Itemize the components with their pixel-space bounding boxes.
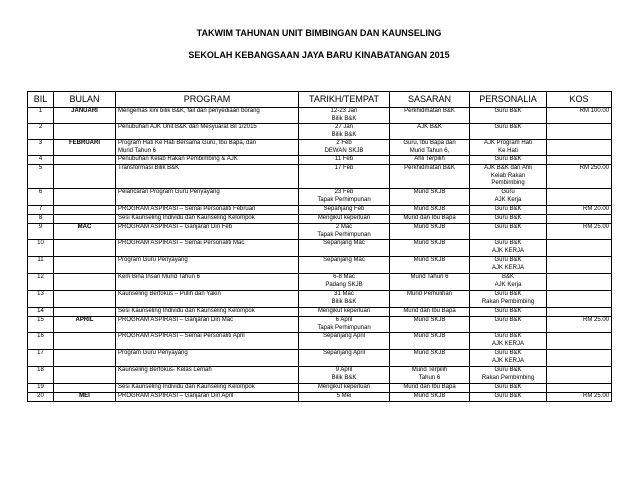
cell-sasaran: Murid Tahun 6 [390,274,470,291]
cell-kos [547,367,612,384]
cell-bil: 2 [28,124,54,140]
cell-kos [547,140,612,156]
cell-personalia: Guru AJK Kerja [470,189,547,206]
cell-sasaran: Perkhidmatan B&K [390,108,470,124]
cell-kos [547,291,612,308]
cell-bulan [54,206,116,215]
cell-kos: RM 250.00 [547,165,612,189]
cell-bulan [54,333,116,350]
header-kos: KOS [547,92,612,108]
cell-personalia: Guru B&K [470,317,547,333]
header-row [28,92,612,108]
cell-program: Kem Bina Insan Murid Tahun 6 [116,274,299,291]
cell-personalia: Guru B&K [470,215,547,224]
school-name: SEKOLAH KEBANGSAAN JAYA BARU KINABATANGAN 2015 [188,50,450,60]
table-row [28,274,612,291]
cell-personalia: Guru B&K Rakan Pembimbing [470,367,547,384]
cell-personalia: Guru B&K [470,308,547,317]
cell-program: Mengemas kini bilik B&K, fail dan penyediaan borang [116,108,299,124]
cell-program: Sesi Kaunseling Individu dan Kaunseling Kelompok [116,215,299,224]
cell-program: Penubuhan Kelab Rakan Pembimbing & AJK [116,156,299,165]
cell-sasaran: Murid Terpilih Tahun 6 [390,367,470,384]
cell-bulan: MAC [54,224,116,240]
cell-kos [547,333,612,350]
cell-personalia: Guru B&K Rakan Pembimbing [470,291,547,308]
cell-bil: 12 [28,274,54,291]
cell-kos [547,274,612,291]
cell-bil: 6 [28,189,54,206]
table-row [28,291,612,308]
cell-tarikh-tempat: Mengikut keperluan [299,384,390,393]
table-row [28,189,612,206]
cell-bil: 13 [28,291,54,308]
cell-bulan [54,274,116,291]
cell-kos [547,384,612,393]
cell-tarikh-tempat: 5 Mei [299,393,390,402]
table-row [28,108,612,124]
cell-sasaran: Murid SKJB [390,224,470,240]
cell-bil: 3 [28,140,54,156]
cell-program: PROGRAM ASPIRASI – Ganjaran Diri April [116,393,299,402]
cell-kos [547,350,612,367]
cell-bil: 7 [28,206,54,215]
cell-personalia: Guru B&K [470,224,547,240]
cell-program: Kaunseling Berfokus – Pulih dan Yakin [116,291,299,308]
cell-tarikh-tempat: Sepanjang April [299,350,390,367]
cell-bil: 14 [28,308,54,317]
takwim-table [27,91,612,402]
cell-kos: RM 25.00 [547,317,612,333]
cell-program: Kaunseling Berfokus- Kelas Lemah [116,367,299,384]
cell-sasaran: Murid SKJB [390,206,470,215]
cell-bulan [54,350,116,367]
header-program: PROGRAM [116,92,299,108]
cell-kos: RM 25.00 [547,224,612,240]
cell-sasaran: Murid SKJB [390,393,470,402]
cell-kos [547,308,612,317]
table-row [28,350,612,367]
cell-sasaran: AJK B&K [390,124,470,140]
table-row [28,384,612,393]
cell-bulan: JANUARI [54,108,116,124]
cell-tarikh-tempat: Mengikut keperluan [299,308,390,317]
cell-bil: 20 [28,393,54,402]
cell-program: PROGRAM ASPIRASI – Ganjaran Diri Feb [116,224,299,240]
cell-program: Program Guru Penyayang [116,350,299,367]
cell-personalia: Guru B&K [470,393,547,402]
table-row [28,308,612,317]
cell-program: Pelancaran Program Guru Penyayang [116,189,299,206]
cell-bulan [54,384,116,393]
cell-tarikh-tempat: 2 Mac Tapak Perhimpunan [299,224,390,240]
cell-bulan [54,189,116,206]
header-tarikh-tempat: TARIKH/TEMPAT [299,92,390,108]
table-row [28,224,612,240]
cell-bil: 9 [28,224,54,240]
cell-tarikh-tempat: Mengikut keperluan [299,215,390,224]
cell-personalia: B&K AJK Kerja [470,274,547,291]
cell-personalia: Guru B&K [470,108,547,124]
table-row [28,124,612,140]
header-sasaran: SASARAN [390,92,470,108]
cell-bulan: MEI [54,393,116,402]
cell-program: Penubuhan AJK Unit B&K dan Mesyuarat Bil 1/2015 [116,124,299,140]
cell-program: PROGRAM ASPIRASI – Semai Personaliti Februari [116,206,299,215]
cell-sasaran: Murid dan Ibu Bapa [390,384,470,393]
cell-tarikh-tempat: Sepanjang Mac [299,240,390,257]
cell-sasaran: Murid Pemulihan [390,291,470,308]
cell-tarikh-tempat: 6-8 Mac Padang SKJB [299,274,390,291]
cell-bil: 5 [28,165,54,189]
cell-bulan [54,257,116,274]
cell-tarikh-tempat: 6 April Tapak Perhimpunan [299,317,390,333]
cell-bulan [54,308,116,317]
table-row [28,257,612,274]
cell-bulan [54,367,116,384]
cell-kos [547,156,612,165]
cell-tarikh-tempat: 9 April Bilik B&K [299,367,390,384]
cell-kos [547,215,612,224]
header-personalia: PERSONALIA [470,92,547,108]
table-row [28,317,612,333]
cell-bulan: APRIL [54,317,116,333]
cell-tarikh-tempat: 12-23 Jan Bilik B&K [299,108,390,124]
cell-tarikh-tempat: Sepanjang April [299,333,390,350]
cell-bulan [54,156,116,165]
table-row [28,393,612,402]
cell-bil: 10 [28,240,54,257]
cell-kos: RM 25.00 [547,393,612,402]
cell-kos: RM 20.00 [547,206,612,215]
cell-kos [547,240,612,257]
cell-bil: 17 [28,350,54,367]
table-row [28,333,612,350]
cell-tarikh-tempat: Sepanjang Feb [299,206,390,215]
cell-sasaran: Murid SKJB [390,240,470,257]
cell-program: Sesi Kaunseling Individu dan Kaunseling Kelompok [116,384,299,393]
cell-sasaran: Perkhidmatan B&K [390,165,470,189]
cell-tarikh-tempat: 2 Feb DEWAN SKJB [299,140,390,156]
cell-tarikh-tempat: 23 Feb Tapak Perhimpunan [299,189,390,206]
cell-bil: 4 [28,156,54,165]
cell-personalia: Guru B&K [470,156,547,165]
cell-personalia: Guru B&K [470,384,547,393]
cell-bil: 15 [28,317,54,333]
cell-bil: 8 [28,215,54,224]
cell-sasaran: Murid SKJB [390,350,470,367]
table-row [28,156,612,165]
cell-bil: 18 [28,367,54,384]
cell-sasaran: Murid dan Ibu Bapa [390,215,470,224]
cell-sasaran: Murid dan Ibu Bapa [390,308,470,317]
cell-sasaran: Ahli Terpilih [390,156,470,165]
cell-bil: 11 [28,257,54,274]
cell-program: Program Hati Ke Hati Bersama Guru, Ibu Bapa, dan Murid Tahun 6 [116,140,299,156]
cell-bulan [54,165,116,189]
cell-sasaran: Murid SKJB [390,257,470,274]
cell-personalia: Guru B&K [470,124,547,140]
cell-sasaran: Murid SKJB [390,317,470,333]
cell-program: PROGRAM ASPIRASI – Semai Personaliti Mac [116,240,299,257]
cell-program: Program Guru Penyayang [116,257,299,274]
header-bulan: BULAN [54,92,116,108]
table-row [28,165,612,189]
cell-tarikh-tempat: 27 Jan Bilik B&K [299,124,390,140]
cell-personalia: Guru B&K AJK KERJA [470,333,547,350]
cell-personalia: AJK Program Hati Ke Hati [470,140,547,156]
cell-bulan [54,124,116,140]
cell-bulan [54,240,116,257]
table-row [28,215,612,224]
document-title: TAKWIM TAHUNAN UNIT BIMBINGAN DAN KAUNSELING [196,28,442,38]
cell-program: PROGRAM ASPIRASI – Semai Personaliti April [116,333,299,350]
cell-kos [547,124,612,140]
cell-bulan [54,291,116,308]
cell-program: Transformasi Bilik B&K [116,165,299,189]
cell-sasaran: Murid SKJB [390,333,470,350]
table-row [28,140,612,156]
cell-personalia: Guru B&K AJK KERJA [470,257,547,274]
cell-kos [547,189,612,206]
cell-personalia: AJK B&K dan Ahli Kelab Rakan Pembimbing [470,165,547,189]
cell-sasaran: Guru, Ibu Bapa dan Murid Tahun 6, [390,140,470,156]
cell-kos: RM 100.00 [547,108,612,124]
cell-bulan [54,215,116,224]
cell-personalia: Guru B&K AJK KERJA [470,240,547,257]
cell-personalia: Guru B&K AJK KERJA [470,350,547,367]
cell-bil: 19 [28,384,54,393]
cell-tarikh-tempat: Sepanjang Mac [299,257,390,274]
cell-program: Sesi Kaunseling Individu dan Kaunseling Kelompok [116,308,299,317]
table-row [28,240,612,257]
cell-sasaran: Murid SKJB [390,189,470,206]
table-row [28,206,612,215]
cell-tarikh-tempat: 31 Mac Bilik B&K [299,291,390,308]
header-bil: BIL [28,92,54,108]
cell-tarikh-tempat: 11 Feb [299,156,390,165]
cell-personalia: Guru B&K [470,206,547,215]
cell-bil: 1 [28,108,54,124]
cell-program: PROGRAM ASPIRASI – Ganjaran Diri Mac [116,317,299,333]
cell-tarikh-tempat: 17 Feb [299,165,390,189]
table-row [28,367,612,384]
cell-bulan: FEBRUARI [54,140,116,156]
cell-kos [547,257,612,274]
cell-bil: 16 [28,333,54,350]
